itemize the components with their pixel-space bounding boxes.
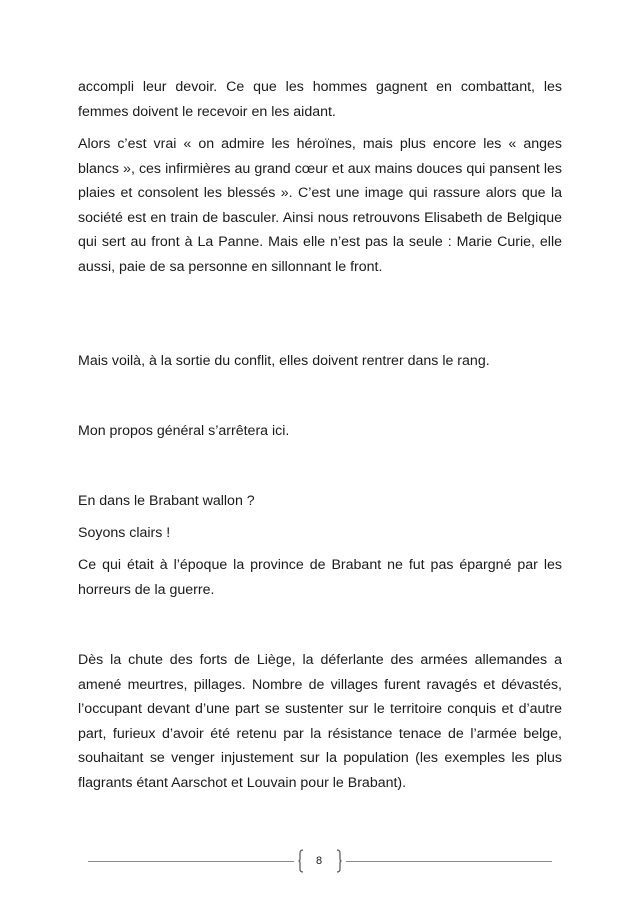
paragraph-1: accompli leur devoir. Ce que les hommes gagnent en combattant, les femmes doivent le recevoir en les aidant. bbox=[78, 79, 562, 120]
paragraph-5: En dans le Brabant wallon ? bbox=[78, 493, 255, 509]
page-number: 8 bbox=[315, 855, 323, 867]
paragraph-6: Soyons clairs ! bbox=[78, 525, 171, 541]
page-number-close-bracket bbox=[336, 849, 342, 873]
paragraph-3: Mais voilà, à la sortie du conflit, elles doivent rentrer dans le rang. bbox=[78, 353, 490, 369]
footer-rule-right bbox=[346, 861, 552, 862]
paragraph-7: Ce qui était à l’époque la province de Brabant ne fut pas épargné par les horreurs de la guerre. bbox=[78, 557, 562, 598]
paragraph-4: Mon propos général s’arrêtera ici. bbox=[78, 423, 290, 439]
paragraph-2: Alors c’est vrai « on admire les héroïnes, mais plus encore les « anges blancs », ces infirmières au grand cœur et aux mains douces qui pansent les plaies et consolent les blessés ». C’est une image qui rassure alors que la société est en train de basculer. Ainsi nous retrouvons Elisabeth de Belgique qui sert au front à La Panne. Mais elle n’est pas la seule : Marie Curie, elle aussi, paie de sa personne en sillonnant le front. bbox=[78, 136, 562, 275]
footer-rule-left bbox=[88, 861, 294, 862]
paragraph-8: Dès la chute des forts de Liège, la déferlante des armées allemandes a amené meurtres, pillages. Nombre de villages furent ravagés et dévastés, l’occupant devant d’une part se sustenter sur le territoire conquis et d’autre part, furieux d’avoir été retenu par la résistance tenace de l’armée belge, souhaitant se venger injustement sur la population (les exemples les plus flagrants étant Aarschot et Louvain pour le Brabant). bbox=[78, 652, 562, 791]
